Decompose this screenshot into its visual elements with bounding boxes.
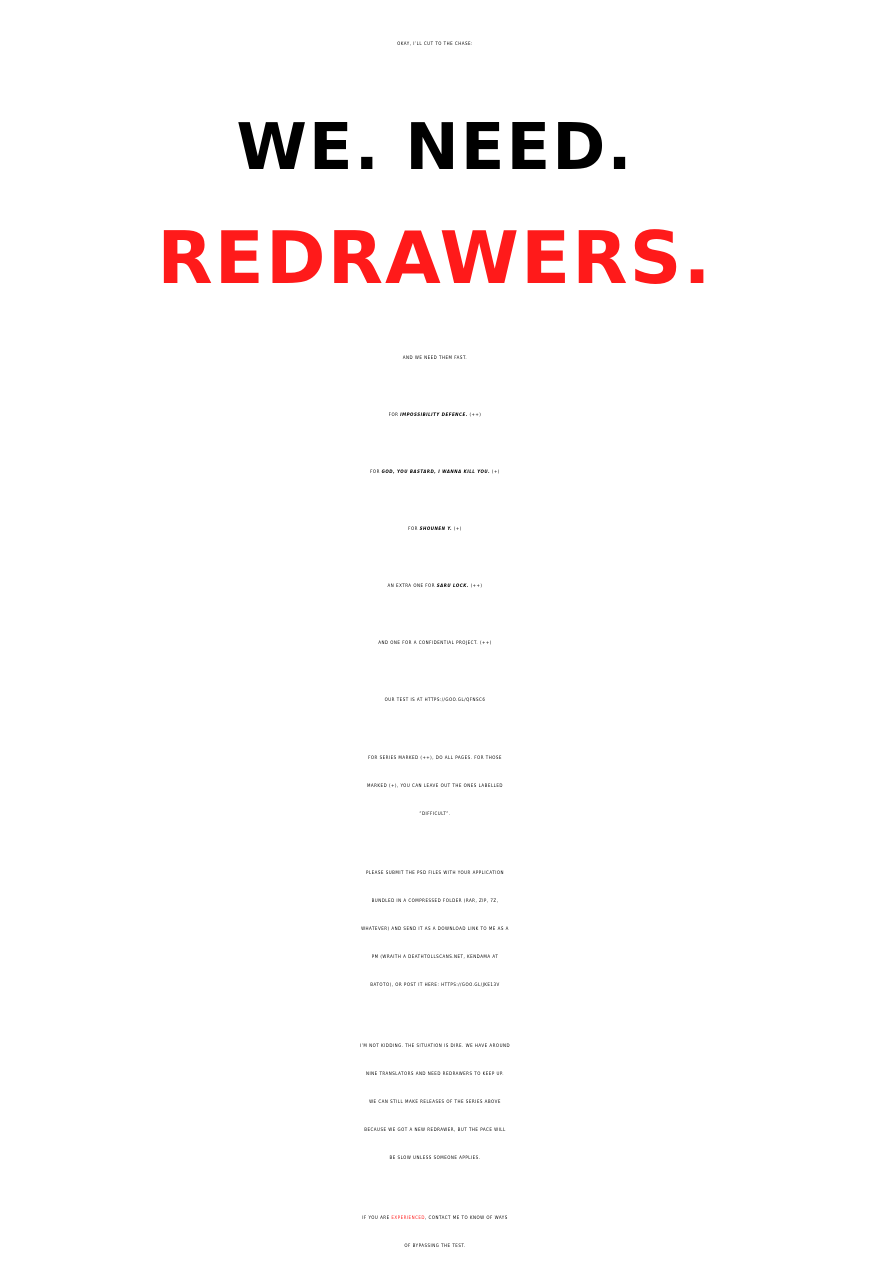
dire-paragraph	[0, 1032, 870, 1172]
paragraph-line: PM (WRAITH A DEATHTOLLSCANS.NET, KENDAMA AT	[371, 954, 499, 959]
test-link-text: OUR TEST IS AT HTTPS://GOO.GL/QFNSC6	[384, 697, 486, 702]
series-title: GOD, YOU BASTARD, I WANNA KILL YOU.	[381, 469, 491, 474]
paragraph-line: WHATEVER) AND SEND IT AS A DOWNLOAD LINK TO ME AS A	[361, 926, 509, 931]
paragraph-line: BATOTO), OR POST IT HERE: HTTPS://GOO.GL/JKE13V	[370, 982, 500, 987]
experienced-before: IF YOU ARE	[362, 1215, 392, 1220]
series-tag: (+)	[490, 469, 500, 474]
series-prefix: FOR	[388, 412, 401, 417]
paragraph-line: BUNDLED IN A COMPRESSED FOLDER (RAR, ZIP, 7Z,	[371, 898, 499, 903]
paragraph-line: FOR SERIES MARKED (++), DO ALL PAGES. FOR THOSE	[368, 755, 502, 760]
series-prefix: FOR	[370, 469, 382, 474]
need-fast-text: AND WE NEED THEM FAST.	[402, 355, 468, 360]
series-title: IMPOSSIBILITY DEFENCE.	[400, 412, 468, 417]
paragraph-line: OF BYPASSING THE TEST.	[404, 1243, 466, 1248]
experienced-highlight: EXPERIENCED	[391, 1215, 425, 1220]
series-prefix: FOR	[408, 526, 420, 531]
paragraph-line: ”DIFFICULT”.	[419, 811, 451, 816]
paragraph-line: BECAUSE WE GOT A NEW REDRAWER, BUT THE PACE WILL	[364, 1127, 506, 1132]
headline-we-need: WE. NEED.	[236, 111, 634, 185]
paragraph-line: I’M NOT KIDDING. THE SITUATION IS DIRE. WE HAVE AROUND	[359, 1043, 511, 1048]
marked-paragraph	[0, 744, 870, 828]
series-tag: (++)	[468, 583, 483, 588]
headline-redrawers: REDRAWERS.	[157, 216, 713, 300]
series-tag: (++)	[467, 412, 482, 417]
series-tag: (+)	[452, 526, 462, 531]
paragraph-line	[0, 1204, 870, 1232]
experienced-paragraph	[0, 1204, 870, 1260]
paragraph-line: NINE TRANSLATORS AND NEED REDRAWERS TO KEEP UP.	[365, 1071, 504, 1076]
series-title: SHOUNEN Y.	[419, 526, 453, 531]
series-line-3	[0, 515, 870, 543]
submit-paragraph	[0, 859, 870, 999]
experienced-after: , CONTACT ME TO KNOW OF WAYS	[424, 1215, 508, 1220]
intro-text: OKAY, I’LL CUT TO THE CHASE:	[397, 41, 473, 46]
paragraph-line: PLEASE SUBMIT THE PSD FILES WITH YOUR APPLICATION	[365, 870, 505, 875]
series-line-2	[0, 458, 870, 486]
confidential-text: AND ONE FOR A CONFIDENTIAL PROJECT. (++)	[378, 640, 492, 645]
series-line-1	[0, 401, 870, 429]
series-line-4	[0, 572, 870, 600]
paragraph-line: BE SLOW UNLESS SOMEONE APPLIES.	[389, 1155, 481, 1160]
series-title: SARU LOCK.	[436, 583, 469, 588]
series-prefix: AN EXTRA ONE FOR	[387, 583, 437, 588]
paragraph-line: MARKED (+), YOU CAN LEAVE OUT THE ONES LABELLED	[366, 783, 504, 788]
paragraph-line: WE CAN STILL MAKE RELEASES OF THE SERIES ABOVE	[369, 1099, 501, 1104]
